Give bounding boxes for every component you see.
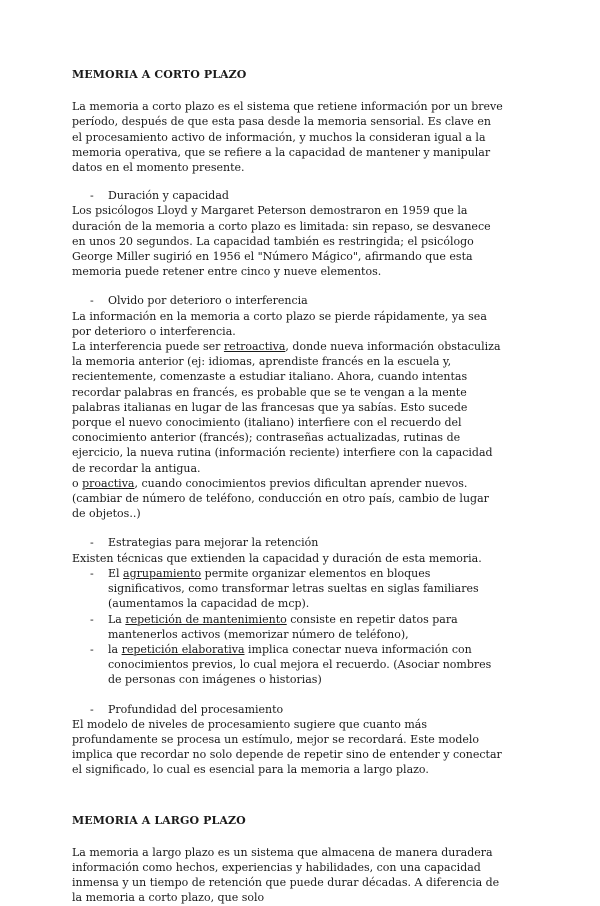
paragraph-forgetting: La información en la memoria a corto plazo se pierde rápidamente, ya sea por deterioro o interferencia.	[72, 309, 487, 338]
paragraph-retroactive	[72, 339, 504, 476]
term-elaborative-rehearsal: repetición elaborativa	[121, 642, 245, 656]
paragraph-long-term-intro: La memoria a largo plazo es un sistema que almacena de manera duradera información como hechos, experiencias y habilidades, con una capacidad inmensa y un tiempo de retención que puede durar décadas. A diferencia de la memoria a corto plazo, que solo	[72, 845, 500, 905]
subheading-strategies	[72, 535, 504, 550]
text-fragment: consiste en repetir datos para mantenerlos activos (memorizar número de teléfono),	[108, 612, 458, 641]
list-item-maintenance	[72, 612, 504, 642]
text-fragment: implica conectar nueva información con conocimientos previos, lo cual mejora el recuerdo. (Asociar nombres de personas con imágenes o historias)	[108, 642, 492, 687]
text-fragment: La	[108, 612, 126, 626]
section-title-short-term: MEMORIA A CORTO PLAZO	[72, 68, 247, 81]
text-fragment: la	[108, 642, 122, 656]
list-dash: -	[90, 294, 94, 308]
paragraph-proactive	[72, 476, 504, 522]
list-dash: -	[90, 566, 94, 580]
section-title-long-term: MEMORIA A LARGO PLAZO	[72, 813, 246, 827]
subheading-depth-text: Profundidad del procesamiento	[108, 702, 284, 716]
term-grouping: agrupamiento	[123, 566, 202, 580]
paragraph-strategies-intro: Existen técnicas que extienden la capacidad y duración de esta memoria.	[72, 551, 482, 565]
paragraph-duration: Los psicólogos Lloyd y Margaret Peterson demostraron en 1959 que la duración de la memoria a corto plazo es limitada: sin repaso, se desvanece en unos 20 segundos. La capacidad también es restringida; el psicólogo George Miller sugirió en 1956 el "Número Mágico", afirmando que esta memoria puede retener entre cinco y nueve elementos.	[72, 204, 491, 279]
list-dash: -	[90, 702, 94, 716]
text-fragment: , cuando conocimientos previos dificultan aprender nuevos. (cambiar de número de teléfono, conducción en otro país, cambio de lugar de objetos..)	[72, 476, 489, 521]
paragraph-short-term-intro: La memoria a corto plazo es el sistema que retiene información por un breve período, después de que esta pasa desde la memoria sensorial. Es clave en el procesamiento activo de información, y muchos la consideran igual a la memoria operativa, que se refiere a la capacidad de mantener y manipular datos en el momento presente.	[72, 100, 503, 175]
subheading-forgetting-text: Olvido por deterioro o interferencia	[108, 294, 308, 308]
text-fragment: , donde nueva información obstaculiza la memoria anterior (ej: idiomas, aprendiste francés en la escuela y, recientemente, comenzaste a estudiar italiano. Ahora, cuando intentas recordar palabras en francés, es probable que se te vengan a la mente palabras italianas en lugar de las francesas que ya sabías. Esto sucede porque el nuevo conocimiento (italiano) interfiere con el recuerdo del conocimiento anterior (francés); contraseñas actualizadas, rutinas de ejercicio, la nueva rutina (información reciente) interfiere con la capacidad de recordar la antigua.	[72, 340, 501, 475]
text-fragment: permite organizar elementos en bloques significativos, como transformar letras sueltas en siglas familiares (aumentamos la capacidad de mcp).	[108, 566, 479, 611]
subheading-strategies-text: Estrategias para mejorar la retención	[108, 536, 319, 550]
subheading-forgetting	[72, 293, 504, 308]
list-dash: -	[90, 612, 94, 626]
list-dash: -	[90, 189, 94, 203]
list-item-elaborative	[72, 642, 504, 688]
term-maintenance-rehearsal: repetición de mantenimiento	[125, 612, 287, 626]
paragraph-depth: El modelo de niveles de procesamiento sugiere que cuanto más profundamente se procesa un estímulo, mejor se recordará. Este modelo implica que recordar no solo depende de repetir sino de entender y conectar el significado, lo cual es esencial para la memoria a largo plazo.	[72, 717, 502, 777]
text-fragment: El	[108, 566, 124, 580]
list-dash: -	[90, 536, 94, 550]
subheading-depth	[72, 702, 504, 717]
list-item-grouping	[72, 566, 504, 612]
strategies-list	[72, 566, 504, 688]
subheading-duration-text: Duración y capacidad	[108, 189, 229, 203]
term-proactive: proactiva	[82, 476, 135, 490]
list-dash: -	[90, 642, 94, 656]
term-retroactive: retroactiva	[223, 340, 286, 354]
text-fragment: La interferencia puede ser	[72, 340, 224, 354]
subheading-duration	[72, 188, 504, 203]
text-fragment: o	[72, 476, 83, 490]
